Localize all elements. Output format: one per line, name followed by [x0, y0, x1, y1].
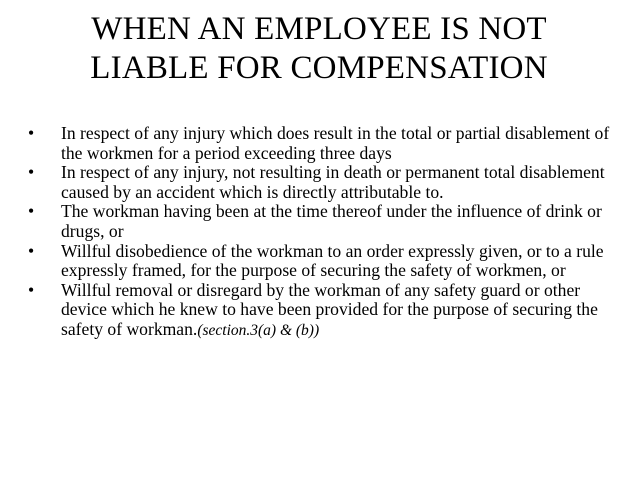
bullet-icon: • — [28, 279, 35, 300]
bullet-text: Willful removal or disregard by the workman of any safety guard or other device which he knew to have been provided for the purpose of securing the safety of workman. — [61, 279, 598, 339]
bullet-item — [28, 242, 628, 281]
slide-title-line-1: WHEN AN EMPLOYEE IS NOT — [91, 11, 547, 47]
bullet-text: Willful disobedience of the workman to an order expressly given, or to a rule expressly framed, for the purpose of securing the safety of workmen, or — [61, 240, 604, 281]
bullet-icon: • — [28, 240, 35, 261]
bullet-item — [28, 202, 628, 241]
bullet-item — [28, 124, 628, 163]
bullet-text: In respect of any injury, not resulting in death or permanent total disablement caused by an accident which is directly attributable to. — [61, 162, 605, 202]
bullet-text: In respect of any injury which does result in the total or partial disablement of the workmen for a period exceeding three days — [61, 123, 610, 163]
bullet-item — [28, 163, 628, 202]
bullet-item — [28, 281, 628, 341]
slide-title — [0, 10, 638, 88]
bullet-list — [28, 124, 628, 341]
bullet-icon: • — [28, 123, 35, 143]
bullet-icon: • — [28, 162, 35, 183]
bullet-text: The workman having been at the time thereof under the influence of drink or drugs, or — [61, 201, 602, 241]
slide-title-line-2: LIABLE FOR COMPENSATION — [90, 50, 548, 86]
section-citation: (section.3(a) & (b)) — [197, 321, 320, 339]
bullet-icon: • — [28, 201, 35, 222]
